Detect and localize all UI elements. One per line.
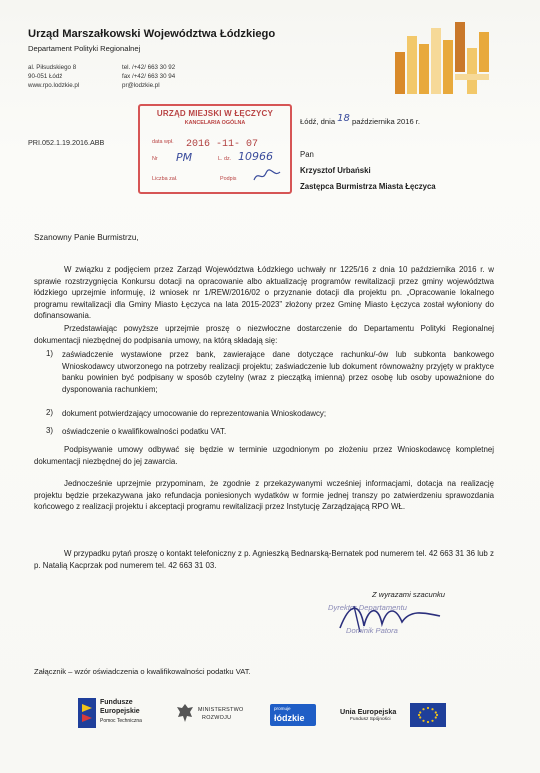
fe-label-line2: Europejskie [100,708,140,715]
body-paragraph-5: W przypadku pytań proszę o kontakt telefoniczny z p. Agnieszką Bednarską-Bernatek pod numerem tel. 42 663 31 36 lub z p. Natalią Kacprzak pod numerem tel. 42 663 31 03. [34,549,494,570]
registry-stamp [138,104,292,194]
eu-label-line1: Unia Europejska [340,707,397,716]
address-website: www.rpo.lodzkie.pl [28,82,80,90]
salutation: Szanowny Panie Burmistrzu, [34,233,139,242]
stamp-nr-label: Nr [152,156,158,162]
stamp-attachments-label: Liczba zał. [152,176,178,182]
contact-email: pr@lodzkie.pl [122,82,160,90]
list-item-1-number: 1) [46,349,54,358]
list-item-3-number: 3) [46,426,54,435]
signatory-title: Dyrektor Departamentu [328,603,407,612]
fe-label-line3: Pomoc Techniczna [100,718,142,724]
date-day-handwritten: 18 [337,113,350,124]
stamp-ldz-value: 10966 [238,150,273,163]
stamp-title: URZĄD MIEJSKI W ŁĘCZYCY [156,109,274,118]
signatory-name: Dominik Patora [346,626,398,635]
contact-fax: fax /+42/ 663 30 94 [122,73,176,81]
closing-regards: Z wyrazami szacunku [372,590,446,599]
eagle-emblem-icon [176,703,194,723]
date-line [300,113,420,127]
stamp-subtitle: KANCELARIA OGÓLNA [184,120,246,126]
contact-phone: tel. /+42/ 663 30 92 [122,64,176,71]
address-city: 90-051 Łódź [28,73,63,81]
stamp-signature-label: Podpis [220,176,237,182]
list-item-2-number: 2) [46,408,54,417]
body-paragraph-1: W związku z podjęciem przez Zarząd Województwa Łódzkiego uchwały nr 1225/16 z dnia 10 października 2016 r. w sprawie rozstrzygnięcia Konkursu dotacji na opracowanie albo aktualizację programów rewitalizacji przez gminy województwa łódzkiego uprzejmie informuję, iż wniosek nr 1/REW/2016/02 o przyznanie dotacji dla projektu pn. „Opracowanie lokalnego programu rewitalizacji dla Gminy Miasto Łęczyca na lata 2015-2023” złożony przez Gminę Miasto Łęczyca został wyłoniony do dofinansowania. [34,265,494,321]
stamp-signature-scribble [252,168,282,184]
list-item-1-text: zaświadczenie wystawione przez bank, zawierające dane dotyczące rachunku/-ów lub subkonta bankowego Wnioskodawcy utworzonego na potrzeby realizacji projektu; zaświadczenie lub dokument równoważny przyjęty w praktyce banku powinien być podpisany w sposób czytelny (wraz z pieczątką imienną) przez osobę lub osoby upoważnione do dysponowania rachunkiem; [62,350,494,394]
address-block [28,63,79,91]
lodzkie-logo-icon [395,22,493,94]
eu-flag-icon [410,703,446,727]
recipient-prefix: Pan [300,150,314,159]
recipient-title: Zastępca Burmistrza Miasta Łęczyca [300,182,436,191]
address-street: al. Piłsudskiego 8 [28,64,77,71]
body-paragraph-4: Jednocześnie uprzejmie przypominam, że zgodnie z przekazywanymi wcześniej informacjami, dotacja na realizację projektu będzie przekazywana jako refundacja poniesionych wydatków w formie jednej transzy po zatwierdzeniu sprawozdania końcowego z realizacji projektu i akceptacji programu rewitalizacji przez Instytucję Zarządzającą RPO WŁ. [34,479,494,512]
lodzkie-promo-small: promuje [274,706,291,711]
organization-title: Urząd Marszałkowski Województwa Łódzkiego [28,28,276,40]
lodzkie-promo-logo [270,704,316,726]
date-prefix: Łódź, dnia [300,117,336,126]
stamp-date-value: 2016 -11- 07 [186,139,259,150]
list-item-3-text: oświadczenie o kwalifikowalności podatku VAT. [62,427,227,436]
contact-block [122,63,175,91]
attachment-note: Załącznik – wzór oświadczenia o kwalifikowalności podatku VAT. [34,667,251,676]
ministry-line1: MINISTERSTWO [198,707,244,713]
stamp-date-label: data wpł. [152,139,174,145]
reference-number: PRI.052.1.19.2016.ABB [28,138,105,147]
body-paragraph-2: Przedstawiając powyższe uprzejmie proszę o niezwłoczne dostarczenie do Departamentu Polityki Regionalnej dokumentacji niezbędnej do podpisania umowy, na którą składają się: [34,324,494,345]
fe-label-line1: Fundusze [100,699,133,706]
stamp-ldz-label: L. dz. [218,156,232,162]
eu-label-line2: Fundusz Spójności [350,717,391,722]
fe-logo-icon [78,698,96,728]
body-paragraph-3: Podpisywanie umowy odbywać się będzie w terminie uzgodnionym po złożeniu przez Wnioskodawcę kompletnej dokumentacji niezbędnej do jej zawarcia. [34,445,494,466]
ministry-line2: ROZWOJU [202,715,232,721]
list-item-2-text: dokument potwierdzający umocowanie do reprezentowania Wnioskodawcy; [62,409,327,418]
date-suffix: października 2016 r. [352,117,420,126]
recipient-name: Krzysztof Urbański [300,166,371,175]
department-name: Departament Polityki Regionalnej [28,44,141,53]
stamp-nr-value: PM [176,151,193,164]
lodzkie-promo-text: łódzkie [274,713,305,723]
